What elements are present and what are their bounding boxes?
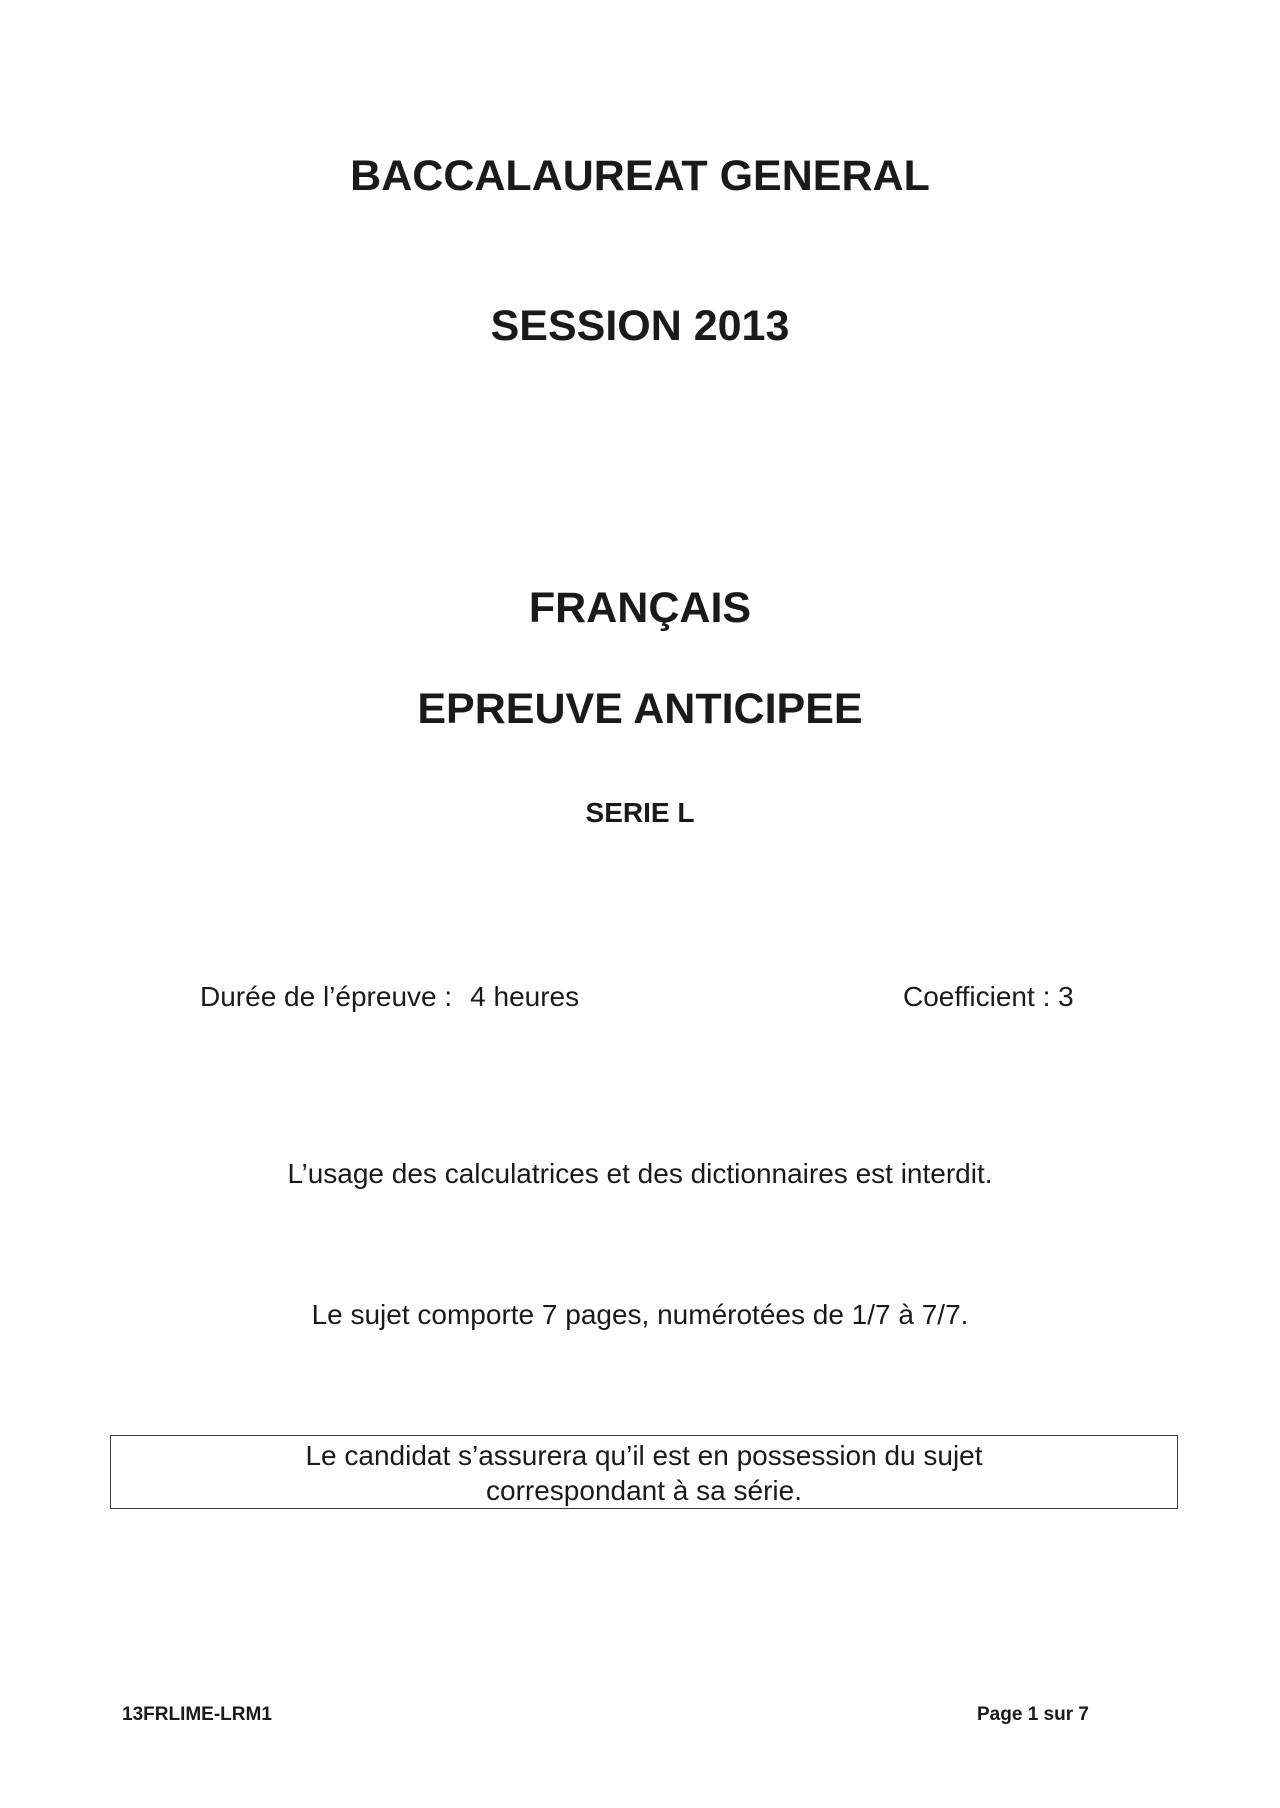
usage-rule: L’usage des calculatrices et des dictionnaires est interdit. — [287, 1158, 993, 1189]
serie-label: SERIE L — [585, 797, 695, 828]
duration-value: 4 heures — [470, 981, 580, 1012]
footer-exam-code: 13FRLIME-LRM1 — [122, 1704, 272, 1725]
duration-info — [200, 983, 579, 1011]
notice-line-1: Le candidat s’assurera qu’il est en possession du sujet — [305, 1440, 983, 1471]
footer-page-number: Page 1 sur 7 — [977, 1704, 1089, 1725]
session-title: SESSION 2013 — [490, 302, 790, 350]
subject-title: FRANÇAIS — [528, 584, 752, 632]
pages-info: Le sujet comporte 7 pages, numérotées de 1/7 à 7/7. — [311, 1299, 969, 1330]
candidate-notice-box — [110, 1435, 1178, 1509]
coefficient-info: Coefficient : 3 — [903, 981, 1074, 1012]
exam-title: BACCALAUREAT GENERAL — [350, 152, 930, 200]
duration-label: Durée de l’épreuve : — [200, 981, 453, 1012]
notice-line-2: correspondant à sa série. — [486, 1475, 802, 1506]
exam-type-title: EPREUVE ANTICIPEE — [417, 685, 863, 733]
